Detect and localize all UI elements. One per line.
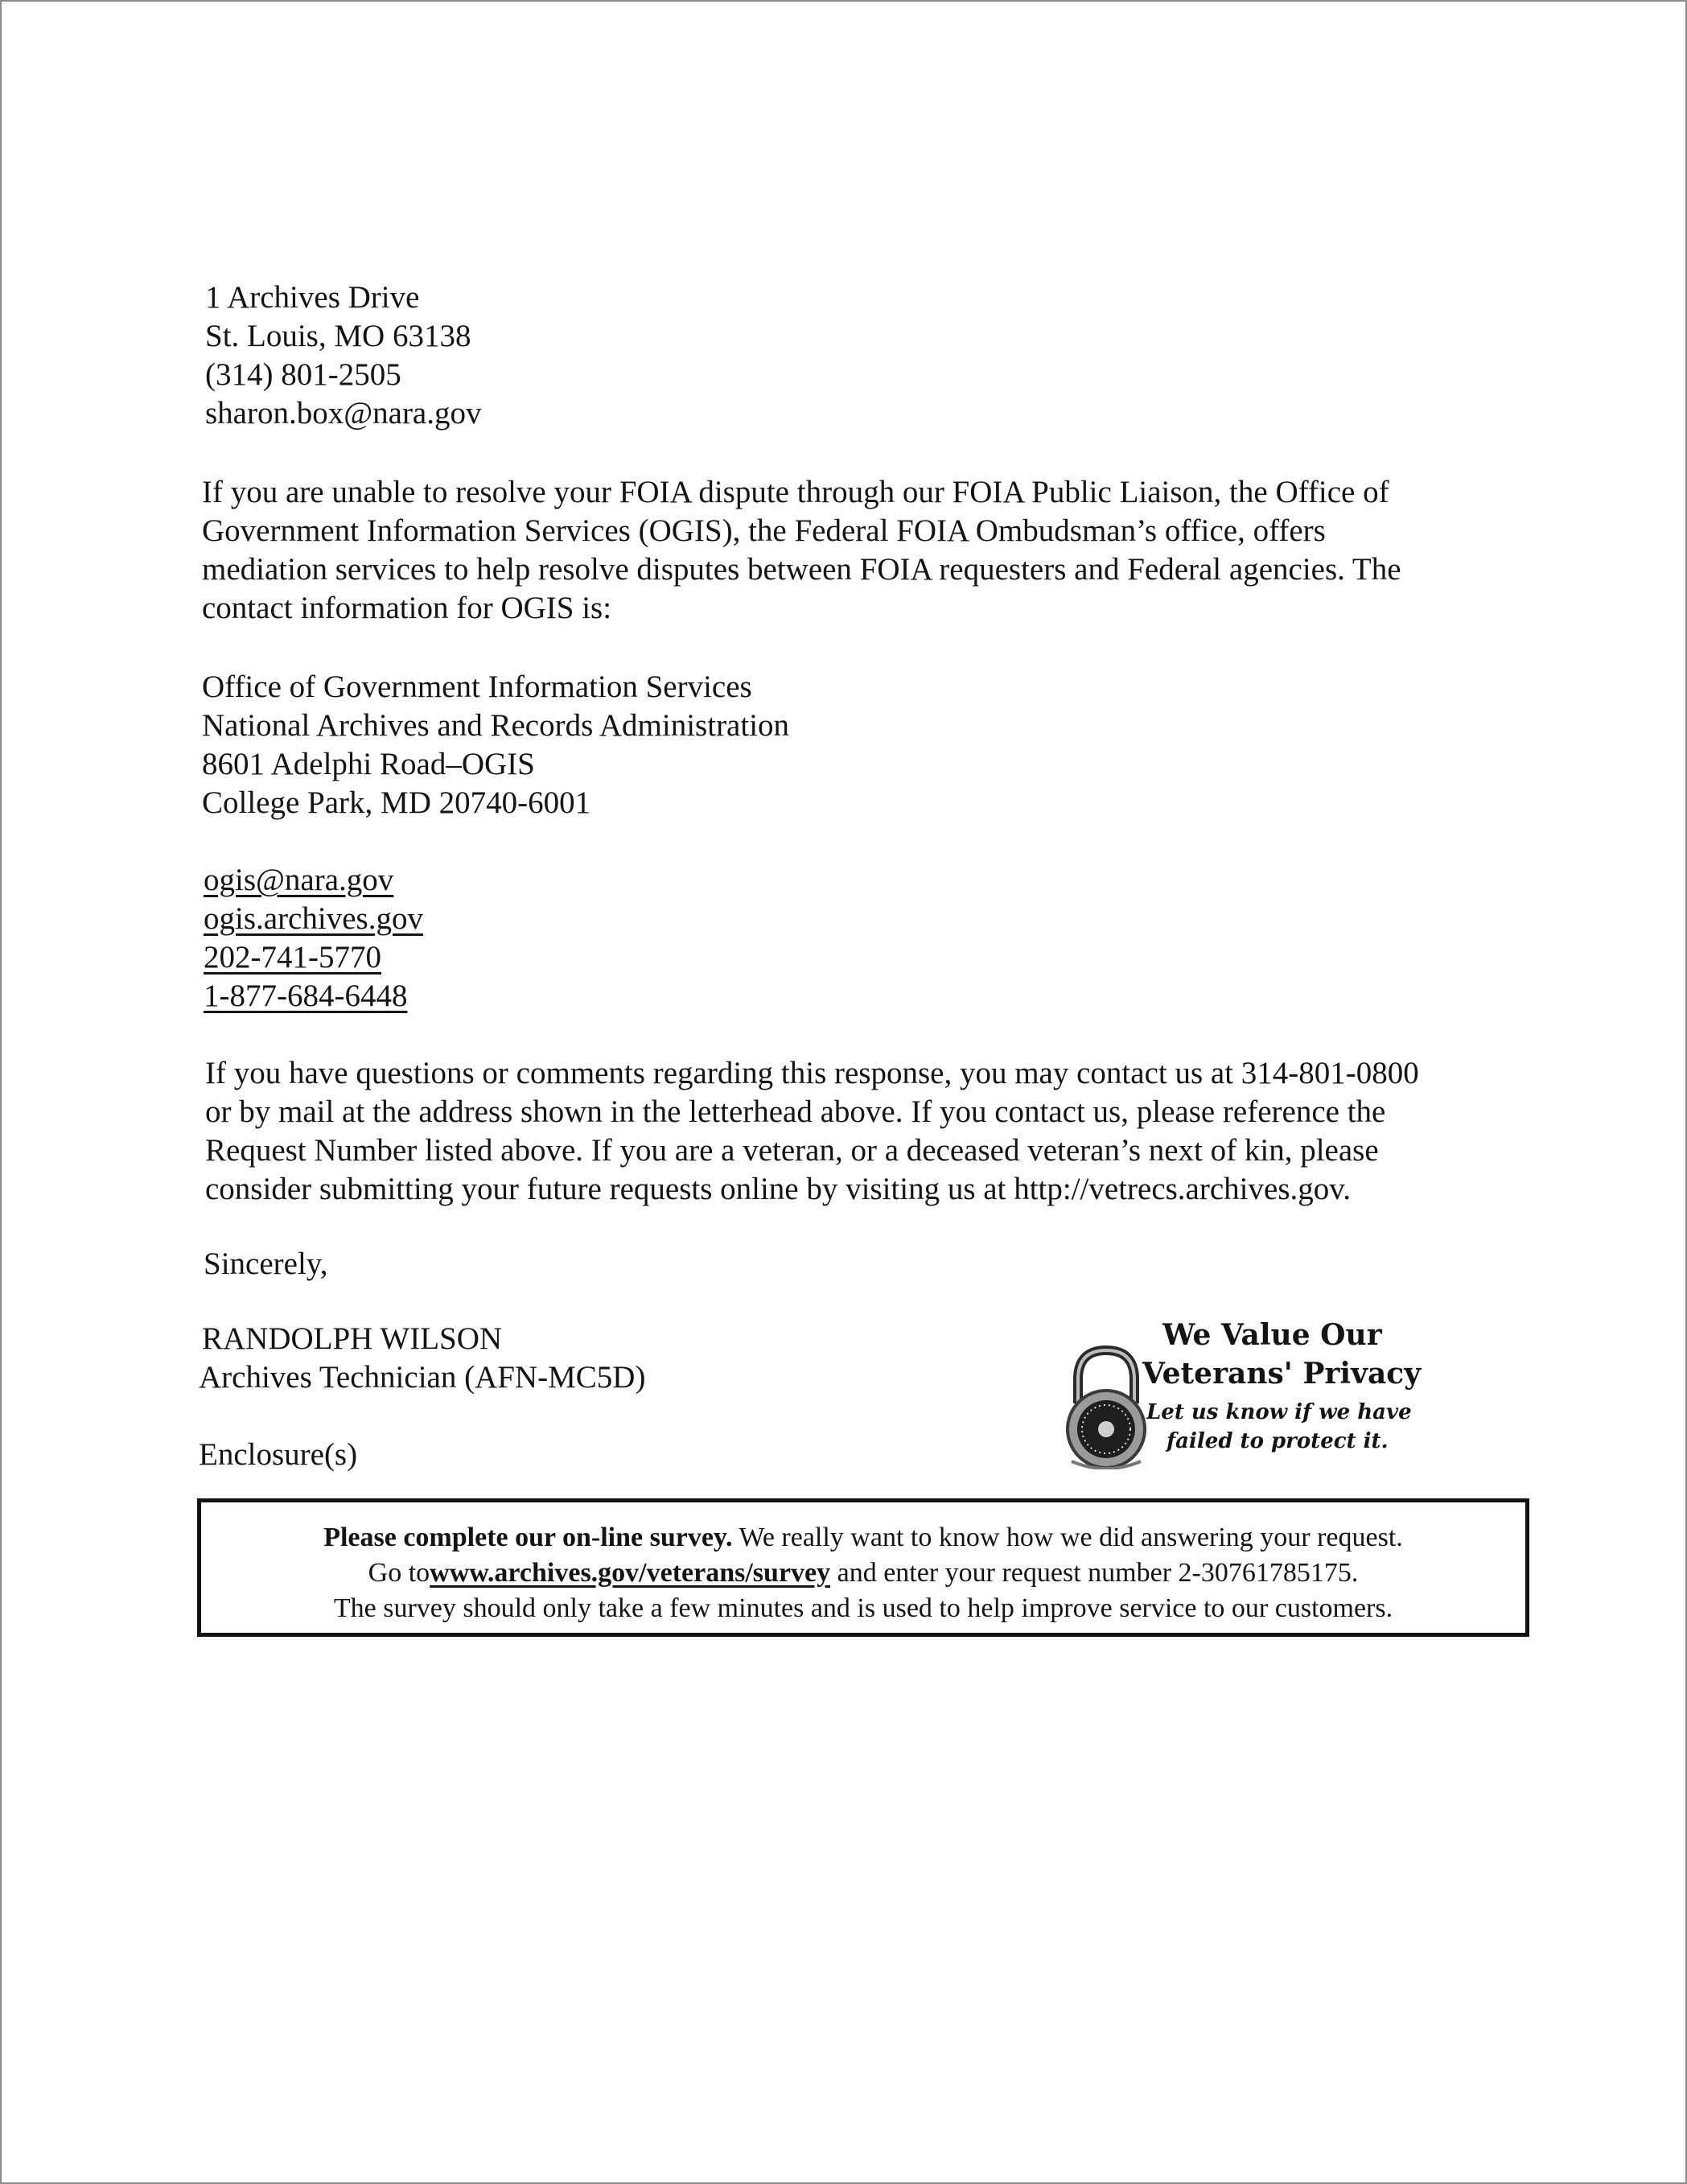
ogis-links-block [204,861,423,1016]
closing-text: Sincerely, [204,1247,328,1281]
survey-bold-lead: Please complete our on-line survey. [323,1523,733,1552]
paragraph-line: If you have questions or comments regarding this response, you may contact us at 314-801-0800 [205,1056,1419,1090]
closing [204,1245,328,1284]
ogis-phone-link[interactable]: 202-741-5770 [204,940,381,975]
survey-after-url: and enter your request number 2-30761785175. [830,1558,1359,1588]
ogis-address-line4: College Park, MD 20740-6001 [202,785,591,820]
privacy-line3: Let us know if we have [1146,1400,1412,1424]
paragraph-line: If you are unable to resolve your FOIA dispute through our FOIA Public Liaison, the Office of [202,475,1389,509]
contact-email: sharon.box@nara.gov [205,396,482,431]
ogis-address-line3: 8601 Adelphi Road–OGIS [202,747,535,781]
contact-city: St. Louis, MO 63138 [205,319,471,353]
privacy-line1: We Value Our [1162,1318,1382,1352]
signature-block [199,1320,646,1397]
ogis-address-line2: National Archives and Records Administration [202,708,790,743]
enclosure-text: Enclosure(s) [199,1437,358,1472]
paragraph-line: mediation services to help resolve disputes between FOIA requesters and Federal agencies. The [202,552,1401,587]
survey-line2 [201,1556,1525,1591]
ogis-email-link[interactable]: ogis@nara.gov [204,863,394,897]
paragraph-line: or by mail at the address shown in the letterhead above. If you contact us, please reference the [205,1094,1386,1129]
enclosure [199,1436,357,1474]
survey-lead-rest: We really want to know how we did answering your request. [732,1523,1403,1552]
paragraph-line: Government Information Services (OGIS), the Federal FOIA Ombudsman’s office, offers [202,513,1326,548]
ogis-tollfree-link[interactable]: 1-877-684-6448 [204,979,408,1013]
paragraph-line: consider submitting your future requests online by visiting us at http://vetrecs.archives.gov. [205,1172,1351,1206]
paragraph-line: contact information for OGIS is: [202,591,612,625]
contact-street: 1 Archives Drive [205,280,420,315]
survey-box [197,1498,1529,1637]
ogis-address-block [202,668,789,822]
privacy-line4: failed to protect it. [1166,1429,1389,1453]
survey-url-link[interactable]: www.archives.gov/veterans/survey [430,1558,831,1588]
contact-phone: (314) 801-2505 [205,357,401,392]
survey-line1 [201,1520,1525,1556]
paragraph-line: Request Number listed above. If you are a veteran, or a deceased veteran’s next of kin, please [205,1133,1379,1168]
signer-title: Archives Technician (AFN-MC5D) [199,1360,646,1395]
ogis-address-line1: Office of Government Information Services [202,670,752,704]
contact-address-block [205,278,482,433]
signer-name: RANDOLPH WILSON [202,1321,503,1356]
survey-go-to: Go to [368,1558,430,1588]
ogis-intro-paragraph [202,473,1666,628]
questions-paragraph [205,1054,1669,1209]
privacy-line2: Veterans' Privacy [1142,1357,1422,1391]
privacy-notice [1054,1312,1432,1473]
ogis-web-link[interactable]: ogis.archives.gov [204,901,423,936]
survey-line3: The survey should only take a few minutes and is used to help improve service to our customers. [333,1593,1393,1623]
